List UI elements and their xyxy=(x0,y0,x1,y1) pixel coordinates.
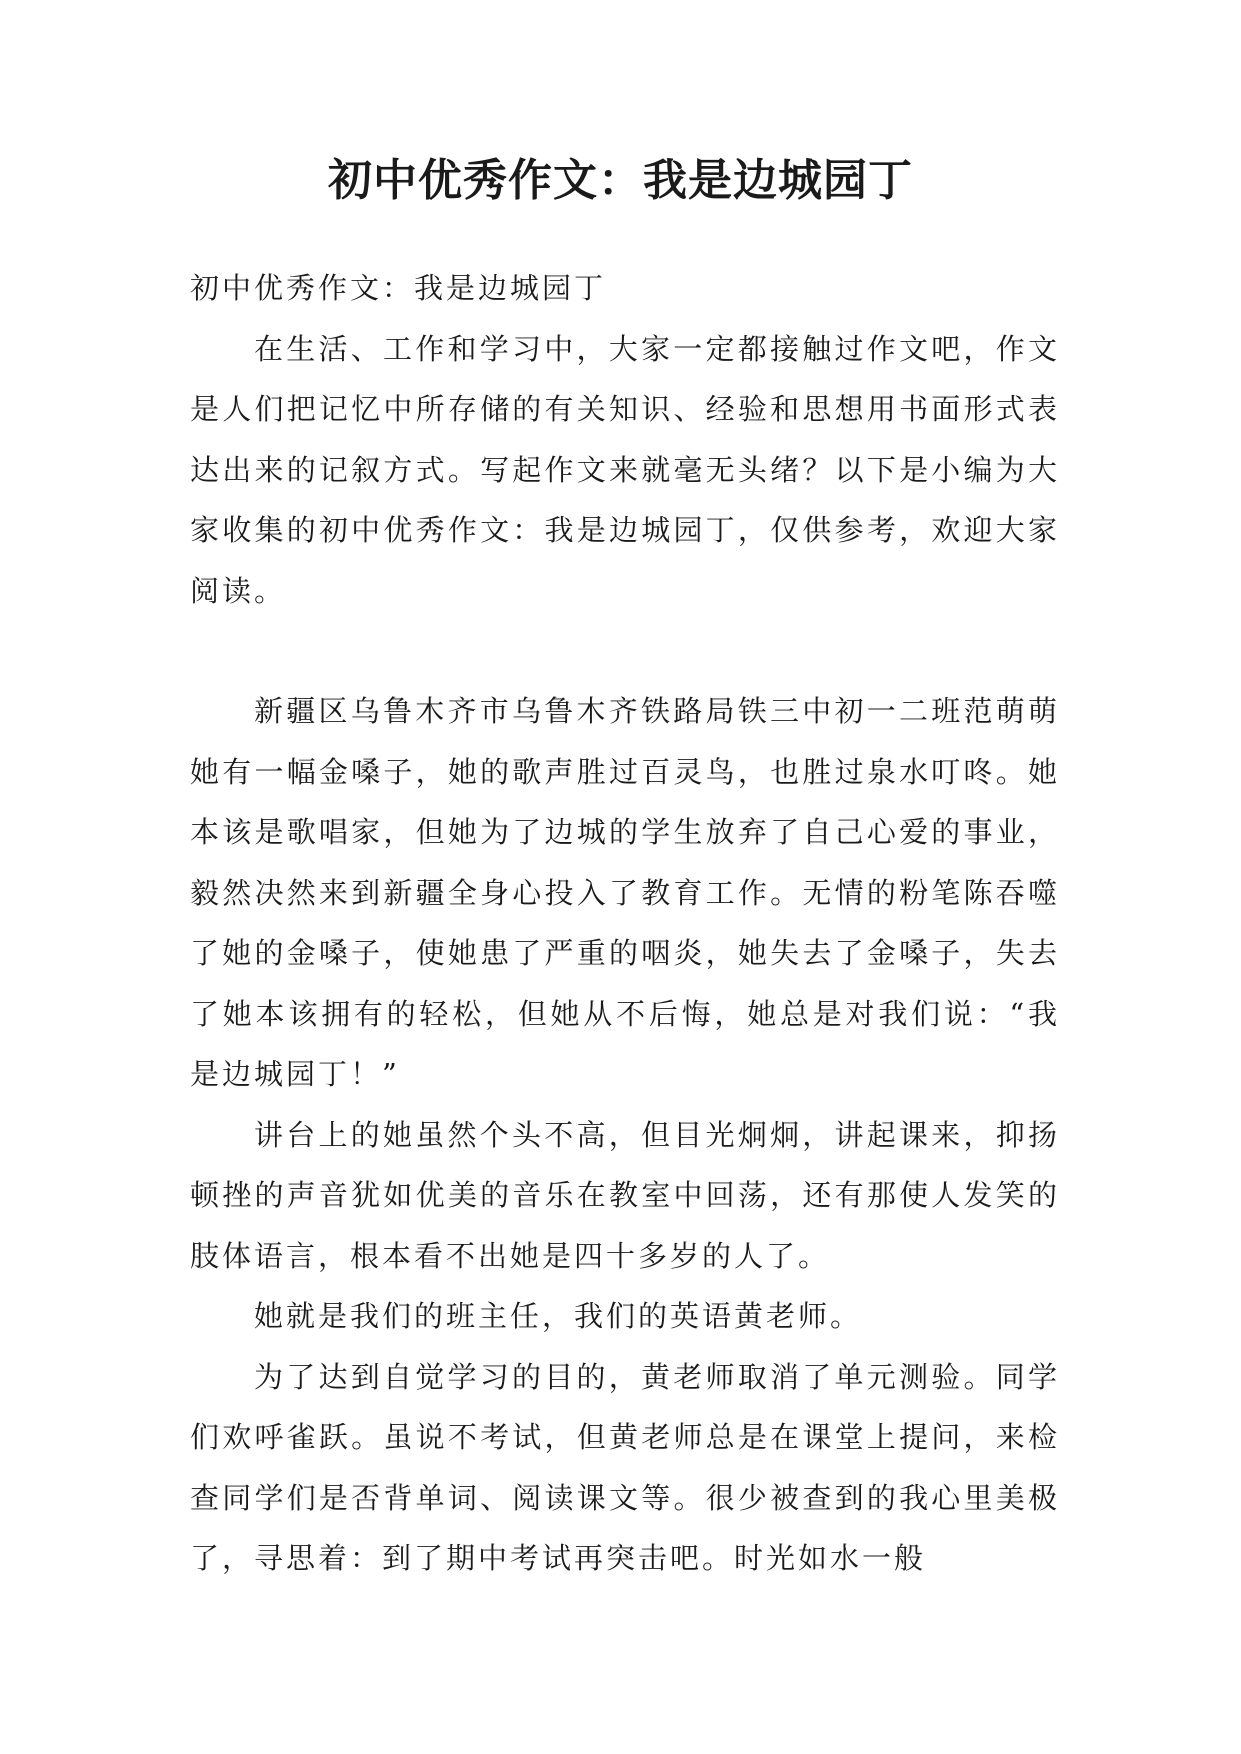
document-title: 初中优秀作文：我是边城园丁 xyxy=(328,155,913,206)
body-paragraph-2: 讲台上的她虽然个头不高，但目光炯炯，讲起课来，抑扬顿挫的声音犹如优美的音乐在教室中回荡，还有那使人发笑的肢体语言，根本看不出她是四十多岁的人了。 xyxy=(190,1117,1060,1273)
paragraph-spacer xyxy=(190,621,1060,681)
body-paragraph-4: 为了达到自觉学习的目的，黄老师取消了单元测验。同学们欢呼雀跃。虽说不考试，但黄老师总是在课堂上提问，来检查同学们是否背单词、阅读课文等。很少被查到的我心里美极了，寻思着：到了期中考试再突击吧。时光如水一般 xyxy=(190,1359,1060,1575)
body-paragraph-3: 她就是我们的班主任，我们的英语黄老师。 xyxy=(254,1299,863,1333)
document-body xyxy=(190,258,1060,1589)
subtitle-line: 初中优秀作文：我是边城园丁 xyxy=(190,271,607,305)
intro-paragraph: 在生活、工作和学习中，大家一定都接触过作文吧，作文是人们把记忆中所存储的有关知识、经验和思想用书面形式表达出来的记叙方式。写起作文来就毫无头绪？以下是小编为大家收集的初中优秀作文：我是边城园丁，仅供参考，欢迎大家阅读。 xyxy=(190,331,1060,608)
body-paragraph-1: 新疆区乌鲁木齐市乌鲁木齐铁路局铁三中初一二班范萌萌她有一幅金嗓子，她的歌声胜过百灵鸟，也胜过泉水叮咚。她本该是歌唱家，但她为了边城的学生放弃了自己心爱的事业，毅然决然来到新疆全身心投入了教育工作。无情的粉笔陈吞噬了她的金嗓子，使她患了严重的咽炎，她失去了金嗓子，失去了她本该拥有的轻松，但她从不后悔，她总是对我们说：“我是边城园丁！” xyxy=(190,694,1060,1091)
